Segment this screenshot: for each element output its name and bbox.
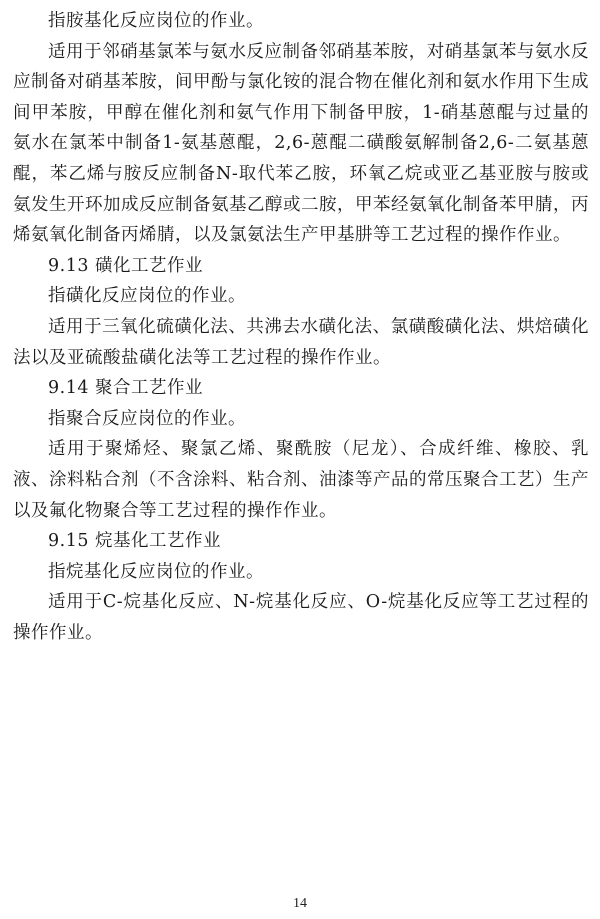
paragraph-alkylation-scope: 适用于C-烷基化反应、N-烷基化反应、O-烷基化反应等工艺过程的操作作业。 — [13, 592, 589, 643]
section-heading-polymerization: 9.14 聚合工艺作业 — [48, 378, 204, 399]
paragraph-sulfonation-scope: 适用于三氧化硫磺化法、共沸去水磺化法、氯磺酸磺化法、烘焙磺化法以及亚硫酸盐磺化法等工艺过程的操作作业。 — [13, 316, 589, 368]
page-number: 14 — [293, 896, 307, 911]
section-heading-sulfonation: 9.13 磺化工艺作业 — [48, 255, 204, 276]
paragraph-polymerization-definition: 指聚合反应岗位的作业。 — [48, 408, 246, 429]
page-body — [13, 6, 589, 648]
paragraph-alkylation-definition: 指烷基化反应岗位的作业。 — [48, 561, 264, 582]
paragraph-amination-definition: 指胺基化反应岗位的作业。 — [48, 11, 264, 31]
paragraph-sulfonation-definition: 指磺化反应岗位的作业。 — [48, 286, 246, 307]
section-heading-alkylation: 9.15 烷基化工艺作业 — [48, 531, 222, 552]
paragraph-polymerization-scope: 适用于聚烯烃、聚氯乙烯、聚酰胺（尼龙）、合成纤维、橡胶、乳液、涂料粘合剂（不含涂料、粘合剂、油漆等产品的常压聚合工艺）生产以及氟化物聚合等工艺过程的操作作业。 — [13, 439, 589, 521]
paragraph-amination-scope: 适用于邻硝基氯苯与氨水反应制备邻硝基苯胺，对硝基氯苯与氨水反应制备对硝基苯胺，间甲酚与氯化铵的混合物在催化剂和氨水作用下生成间甲苯胺，甲醇在催化剂和氨气作用下制备甲胺，1-硝基蒽醌与过量的氨水在氯苯中制备1-氨基蒽醌，2,6-蒽醌二磺酸氨解制备2,6-二氨基蒽醌，苯乙烯与胺反应制备N-取代苯乙胺，环氧乙烷或亚乙基亚胺与胺或氨发生开环加成反应制备氨基乙醇或二胺，甲苯经氨氧化制备苯甲腈，丙烯氨氧化制备丙烯腈，以及氯氨法生产甲基肼等工艺过程的操作作业。 — [13, 41, 589, 246]
